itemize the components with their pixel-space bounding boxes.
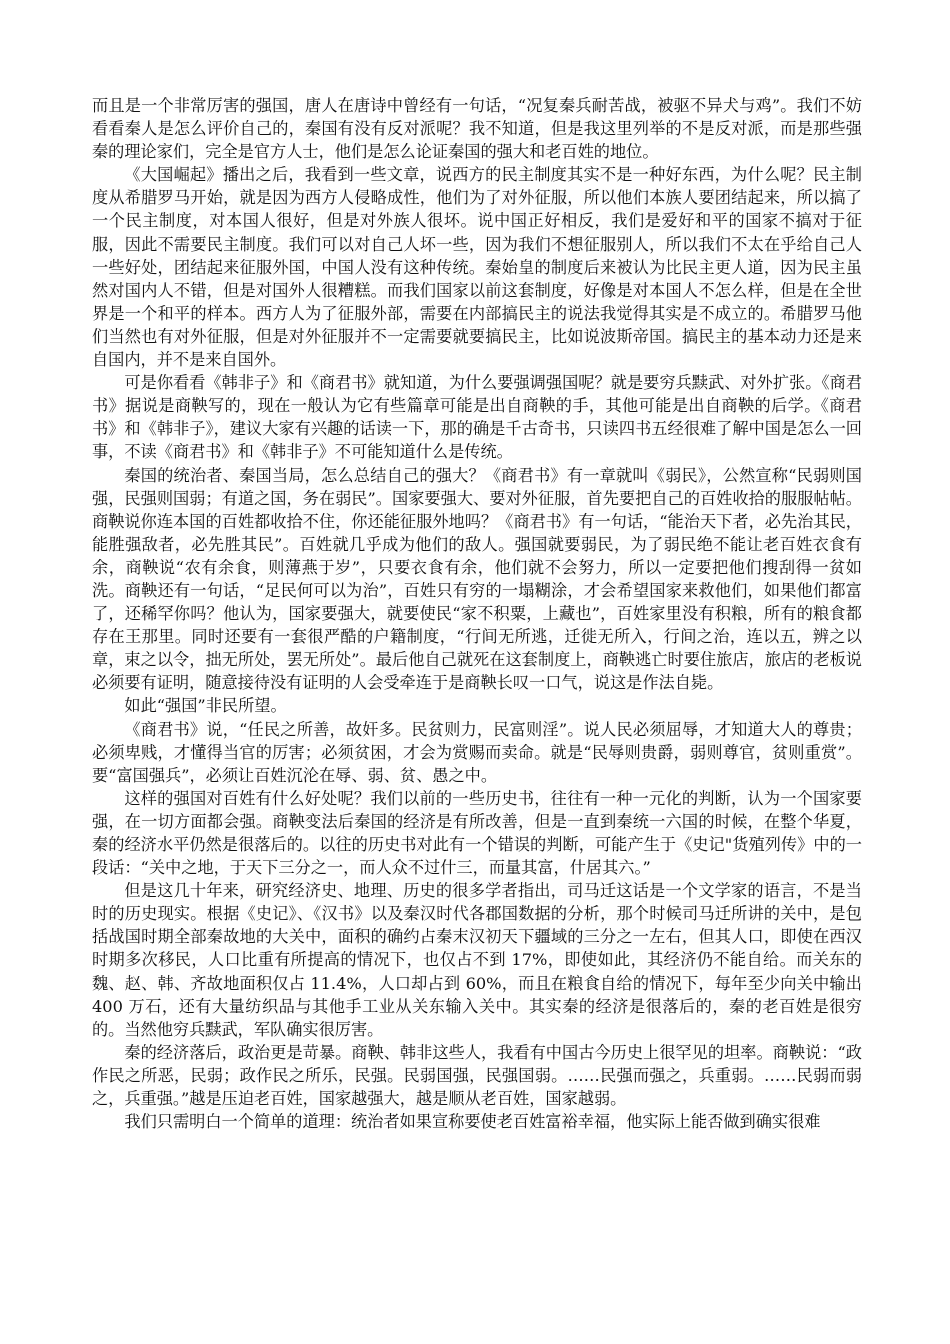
paragraph-9: 秦的经济落后，政治更是苛暴。商鞅、韩非这些人，我看有中国古今历史上很罕见的坦率。商鞅说：“政作民之所恶，民弱；政作民之所乐，民强。民弱国强，民强国弱。……民强而强之，兵重弱。……民弱而弱之，兵重强。”越是压迫老百姓，国家越强大，越是顺从老百姓，国家越弱。 <box>92 1042 862 1109</box>
paragraph-8: 但是这几十年来，研究经济史、地理、历史的很多学者指出，司马迁这话是一个文学家的语言，不是当时的历史现实。根据《史记》、《汉书》以及秦汉时代各郡国数据的分析，那个时候司马迁所讲的关中，是包括战国时期全部秦故地的大关中，面积的确约占秦末汉初天下疆域的三分之一左右，但其人口，即使在西汉时期多次移民，人口比重有所提高的情况下，也仅占不到 17%，即使如此，其经济仍不能自给。而关东的魏、赵、韩、齐故地面积仅占 11.4%，人口却占到 60%，而且在粮食自给的情况下，每年至少向关中输出 400 万石，还有大量纺织品与其他手工业从关东输入关中。其实秦的经济是很落后的，秦的老百姓是很穷的。当然他穷兵黩武，军队确实很厉害。 <box>92 881 862 1039</box>
paragraph-10: 我们只需明白一个简单的道理：统治者如果宣称要使老百姓富裕幸福，他实际上能否做到确实很难 <box>124 1112 821 1132</box>
paragraph-6: 《商君书》说，“任民之所善，故奸多。民贫则力，民富则淫”。说人民必须屈辱，才知道大人的尊贵；必须卑贱，才懂得当官的厉害；必须贫困，才会为赏赐而卖命。就是“民辱则贵爵，弱则尊官，贫则重赏”。要“富国强兵”，必须让百姓沉沦在辱、弱、贫、愚之中。 <box>92 719 862 785</box>
paragraph-5: 如此“强国”非民所望。 <box>124 696 287 716</box>
paragraph-2: 《大国崛起》播出之后，我看到一些文章，说西方的民主制度其实不是一种好东西，为什么呢？民主制度从希腊罗马开始，就是因为西方人侵略成性，他们为了对外征服，所以他们本族人要团结起来，所以搞了一个民主制度，对本国人很好，但是对外族人很坏。说中国正好相反，我们是爱好和平的国家不搞对于征服，因此不需要民主制度。我们可以对自己人坏一些，因为我们不想征服别人，所以我们不太在乎给自己人一些好处，团结起来征服外国，中国人没有这种传统。秦始皇的制度后来被认为比民主更人道，因为民主虽然对国内人不错，但是对国外人很糟糕。而我们国家以前这套制度，好像是对本国人不怎么样，但是在全世界是一个和平的样本。西方人为了征服外部，需要在内部搞民主的说法我觉得其实是不成立的。希腊罗马他们当然也有对外征服，但是对外征服并不一定需要就要搞民主，比如说波斯帝国。搞民主的基本动力还是来自国内，并不是来自国外。 <box>92 165 862 370</box>
paragraph-4: 秦国的统治者、秦国当局，怎么总结自己的强大？《商君书》有一章就叫《弱民》，公然宣称“民弱则国强，民强则国弱；有道之国，务在弱民”。国家要强大、要对外征服，首先要把自己的百姓收拾的服服帖帖。商鞅说你连本国的百姓都收拾不住，你还能征服外地吗？《商君书》有一句话，“能治天下者，必先治其民，能胜强敌者，必先胜其民”。百姓就几乎成为他们的敌人。强国就要弱民，为了弱民绝不能让老百姓衣食有余，商鞅说“农有余食，则薄燕于岁”，只要衣食有余，他们就不会努力，所以一定要把他们搜刮得一贫如洗。商鞅还有一句话，“足民何可以为治”，百姓只有穷的一塌糊涂，才会希望国家来救他们，如果他们都富了，还稀罕你吗？他认为，国家要强大，就要使民“家不积粟，上藏也”，百姓家里没有积粮，所有的粮食都存在王那里。同时还要有一套很严酷的户籍制度，“行间无所逃，迁徙无所入，行间之治，连以五，辨之以章，束之以令，拙无所处，罢无所处”。最后他自己就死在这套制度上，商鞅逃亡时要住旅店，旅店的老板说必须要有证明，随意接待没有证明的人会受牵连于是商鞅长叹一口气，说这是作法自毙。 <box>92 465 862 693</box>
paragraph-1: 而且是一个非常厉害的强国，唐人在唐诗中曾经有一句话，“况复秦兵耐苦战，被驱不异犬与鸡”。我们不妨看看秦人是怎么评价自己的，秦国有没有反对派呢？我不知道，但是我这里列举的不是反对派，而是那些强秦的理论家们，完全是官方人士，他们是怎么论证秦国的强大和老百姓的地位。 <box>92 96 862 162</box>
document-page <box>92 94 862 1133</box>
paragraph-3: 可是你看看《韩非子》和《商君书》就知道，为什么要强调强国呢？就是要穷兵黩武、对外扩张。《商君书》据说是商鞅写的，现在一般认为它有些篇章可能是出自商鞅的手，其他可能是出自商鞅的后学。《商君书》和《韩非子》，建议大家有兴趣的话读一下，那的确是千古奇书，只读四书五经很难了解中国是怎么一回事，不读《商君书》和《韩非子》不可能知道什么是传统。 <box>92 373 862 462</box>
paragraph-7: 这样的强国对百姓有什么好处呢？我们以前的一些历史书，往往有一种一元化的判断，认为一个国家要强，在一切方面都会强。商鞅变法后秦国的经济是有所改善，但是一直到秦统一六国的时候，在整个华夏，秦的经济水平仍然是很落后的。以往的历史书对此有一个错误的判断，可能产生于《史记"货殖列传》中的一段话：“关中之地，于天下三分之一，而人众不过什三，而量其富，什居其六。” <box>92 788 862 878</box>
